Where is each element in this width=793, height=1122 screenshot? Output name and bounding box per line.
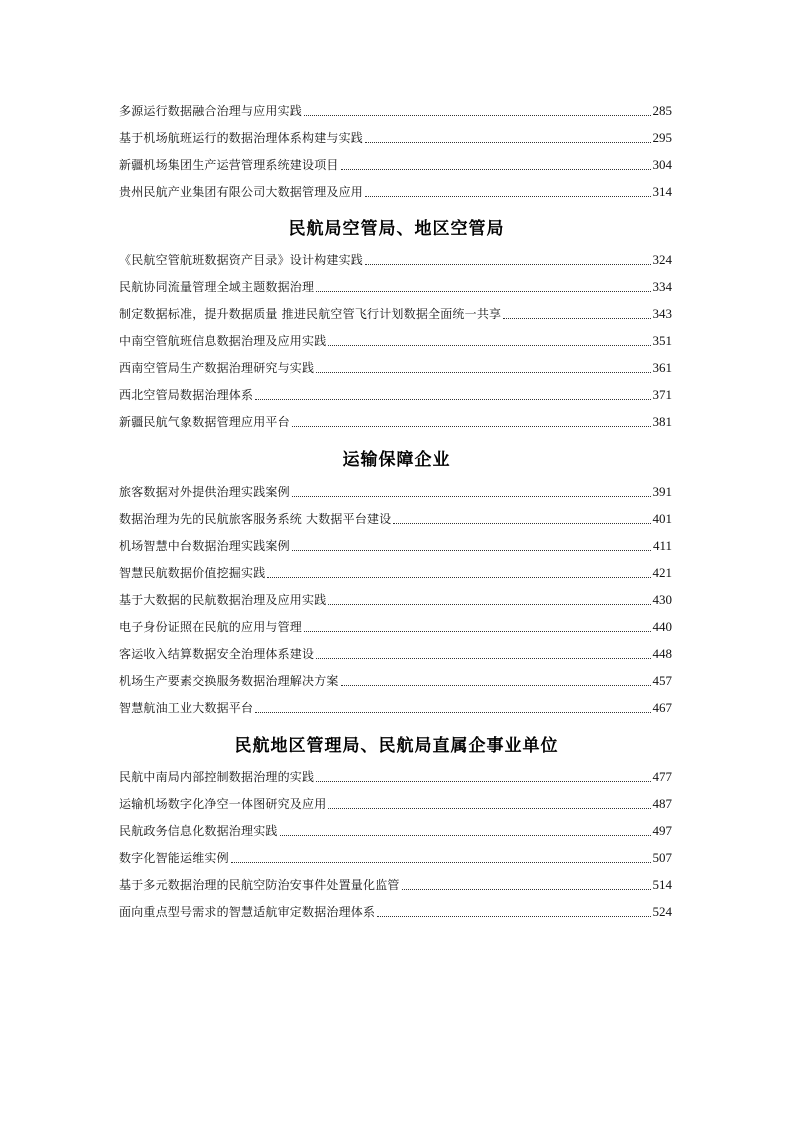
toc-entry[interactable] — [119, 900, 672, 920]
toc-entry[interactable] — [119, 819, 672, 839]
toc-entry-page: 401 — [652, 511, 672, 526]
toc-entry-title: 中南空管航班信息数据治理及应用实践 — [119, 334, 327, 348]
dot-leader — [292, 549, 651, 551]
toc-entry[interactable] — [119, 480, 672, 500]
toc-entry-title: 机场生产要素交换服务数据治理解决方案 — [119, 674, 339, 688]
toc-entry-title: 民航政务信息化数据治理实践 — [119, 824, 278, 838]
toc-entry-title: 基于多元数据治理的民航空防治安事件处置量化监管 — [119, 878, 400, 892]
toc-entry-title: 西南空管局生产数据治理研究与实践 — [119, 361, 315, 375]
dot-leader — [402, 888, 651, 890]
toc-entry-title: 面向重点型号需求的智慧适航审定数据治理体系 — [119, 905, 376, 919]
toc-entry-page: 381 — [652, 414, 672, 429]
toc-entry-page: 361 — [652, 360, 672, 375]
dot-leader — [292, 425, 651, 427]
dot-leader — [328, 603, 650, 605]
toc-entry-page: 477 — [652, 769, 672, 784]
toc-entry-title: 贵州民航产业集团有限公司大数据管理及应用 — [119, 185, 364, 199]
dot-leader — [377, 915, 650, 917]
toc-entry-title: 基于大数据的民航数据治理及应用实践 — [119, 593, 327, 607]
toc-entry-page: 430 — [652, 592, 672, 607]
dot-leader — [304, 630, 650, 632]
toc-entry-page: 457 — [652, 673, 672, 688]
toc-entry[interactable] — [119, 99, 672, 119]
toc-entry-title: 运输机场数字化净空一体图研究及应用 — [119, 797, 327, 811]
toc-entry[interactable] — [119, 126, 672, 146]
toc-entry-page: 421 — [652, 565, 672, 580]
toc-entry[interactable] — [119, 696, 672, 716]
toc-entry-page: 351 — [652, 333, 672, 348]
toc-entry[interactable] — [119, 846, 672, 866]
dot-leader — [341, 168, 651, 170]
toc-entry[interactable] — [119, 561, 672, 581]
toc-entry[interactable] — [119, 329, 672, 349]
toc-entry-page: 524 — [652, 904, 672, 919]
toc-entry-title: 《民航空管航班数据资产目录》设计构建实践 — [119, 253, 364, 267]
toc-entry-page: 440 — [652, 619, 672, 634]
toc-entry-page: 285 — [652, 103, 672, 118]
dot-leader — [503, 317, 650, 319]
dot-leader — [341, 684, 651, 686]
toc-entry[interactable] — [119, 669, 672, 689]
toc-entry-page: 487 — [652, 796, 672, 811]
toc-entry-title: 新疆机场集团生产运营管理系统建设项目 — [119, 158, 339, 172]
toc-entry-page: 295 — [652, 130, 672, 145]
dot-leader — [316, 290, 650, 292]
toc-entry-page: 411 — [652, 538, 672, 553]
toc-entry[interactable] — [119, 410, 672, 430]
toc-entry[interactable] — [119, 765, 672, 785]
toc-entry[interactable] — [119, 248, 672, 268]
toc-entry[interactable] — [119, 642, 672, 662]
toc-entry-page: 391 — [652, 484, 672, 499]
toc-entry-title: 基于机场航班运行的数据治理体系构建与实践 — [119, 131, 364, 145]
toc-entry-page: 334 — [652, 279, 672, 294]
toc-entry-title: 智慧民航数据价值挖掘实践 — [119, 566, 266, 580]
toc-entry[interactable] — [119, 507, 672, 527]
toc-entry[interactable] — [119, 383, 672, 403]
toc-entry-title: 智慧航油工业大数据平台 — [119, 701, 254, 715]
section-heading: 民航地区管理局、民航局直属企事业单位 — [234, 736, 559, 756]
section-heading: 运输保障企业 — [342, 450, 451, 470]
toc-entry[interactable] — [119, 588, 672, 608]
dot-leader — [267, 576, 650, 578]
toc-entry-title: 西北空管局数据治理体系 — [119, 388, 254, 402]
toc-entry[interactable] — [119, 153, 672, 173]
dot-leader — [365, 195, 650, 197]
dot-leader — [255, 711, 650, 713]
toc-entry[interactable] — [119, 792, 672, 812]
dot-leader — [328, 344, 650, 346]
toc-entry-page: 448 — [652, 646, 672, 661]
toc-entry-title: 数字化智能运维实例 — [119, 851, 229, 865]
dot-leader — [292, 495, 651, 497]
toc-entry[interactable] — [119, 873, 672, 893]
toc-entry[interactable] — [119, 302, 672, 322]
toc-entry-title: 客运收入结算数据安全治理体系建设 — [119, 647, 315, 661]
toc-entry-page: 304 — [652, 157, 672, 172]
dot-leader — [304, 114, 650, 116]
toc-entry-page: 507 — [652, 850, 672, 865]
toc-entry[interactable] — [119, 534, 672, 554]
toc-entry-title: 机场智慧中台数据治理实践案例 — [119, 539, 290, 553]
toc-entry-page: 324 — [652, 252, 672, 267]
section-heading: 民航局空管局、地区空管局 — [288, 219, 505, 239]
toc-entry-page: 371 — [652, 387, 672, 402]
dot-leader — [365, 263, 650, 265]
toc-entry-page: 514 — [652, 877, 672, 892]
dot-leader — [316, 657, 650, 659]
toc-entry-page: 314 — [652, 184, 672, 199]
toc-entry-page: 497 — [652, 823, 672, 838]
dot-leader — [255, 398, 650, 400]
toc-entry-title: 新疆民航气象数据管理应用平台 — [119, 415, 290, 429]
toc-entry-title: 多源运行数据融合治理与应用实践 — [119, 104, 303, 118]
toc-entry-page: 343 — [652, 306, 672, 321]
dot-leader — [316, 371, 650, 373]
toc-entry-title: 民航协同流量管理全域主题数据治理 — [119, 280, 315, 294]
toc-entry[interactable] — [119, 275, 672, 295]
toc-entry[interactable] — [119, 356, 672, 376]
dot-leader — [365, 141, 650, 143]
toc-entry-title: 旅客数据对外提供治理实践案例 — [119, 485, 290, 499]
dot-leader — [316, 780, 650, 782]
dot-leader — [231, 861, 651, 863]
dot-leader — [280, 834, 651, 836]
dot-leader — [393, 522, 650, 524]
dot-leader — [328, 807, 650, 809]
toc-entry-page: 467 — [652, 700, 672, 715]
toc-entry-title: 电子身份证照在民航的应用与管理 — [119, 620, 303, 634]
toc-entry-title: 制定数据标准，提升数据质量 推进民航空管飞行计划数据全面统一共享 — [119, 307, 502, 321]
toc-entry[interactable] — [119, 180, 672, 200]
toc-entry[interactable] — [119, 615, 672, 635]
toc-entry-title: 数据治理为先的民航旅客服务系统 大数据平台建设 — [119, 512, 392, 526]
toc-entry-title: 民航中南局内部控制数据治理的实践 — [119, 770, 315, 784]
